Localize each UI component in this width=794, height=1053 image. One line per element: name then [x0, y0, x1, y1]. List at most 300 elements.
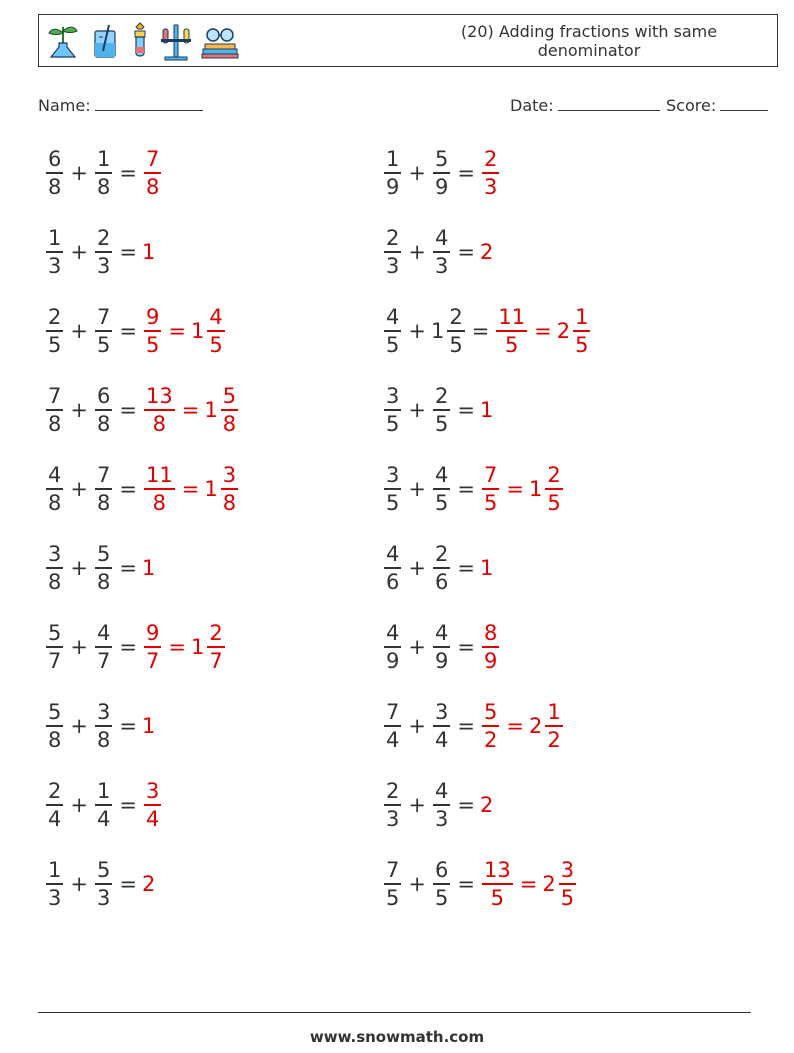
- answer-part-whole: 1: [479, 398, 494, 422]
- plus-sign: +: [70, 161, 88, 185]
- addend-b-numerator: 6: [95, 383, 112, 411]
- equals-sign: =: [119, 556, 137, 580]
- answer-part-numerator: 13: [144, 383, 175, 411]
- addend-b-number: [93, 699, 114, 753]
- answer-part-whole: 2: [556, 319, 571, 343]
- answer-part-whole: 1: [141, 714, 156, 738]
- date-label: Date:: [510, 96, 554, 115]
- addend-a-fraction: [384, 383, 401, 437]
- addend-b-fraction: [433, 699, 450, 753]
- problem-14: [382, 620, 501, 674]
- addend-a-number: [44, 304, 65, 358]
- answer-part-fraction: [482, 699, 499, 753]
- plus-sign: +: [408, 319, 426, 343]
- addend-b-numerator: 1: [95, 778, 112, 806]
- addend-a-denominator: 5: [386, 886, 400, 910]
- addend-b-numerator: 5: [95, 541, 112, 569]
- equals-sign: =: [119, 161, 137, 185]
- answer-part-whole: 1: [190, 635, 205, 659]
- title-line-2: denominator: [537, 41, 641, 60]
- answer-part-number: [480, 620, 501, 674]
- addend-b-denominator: 5: [434, 886, 449, 910]
- equals-sign: =: [457, 793, 475, 817]
- name-label: Name:: [38, 96, 91, 115]
- plus-sign: +: [70, 635, 88, 659]
- answer-part-denominator: 9: [483, 649, 498, 673]
- answer-part-numerator: 2: [545, 462, 562, 490]
- addend-b-denominator: 7: [96, 649, 111, 673]
- addend-b-fraction: [433, 541, 450, 595]
- addend-b-denominator: 8: [96, 412, 111, 436]
- addend-a-denominator: 8: [48, 570, 62, 594]
- answer-part-numerator: 8: [482, 620, 499, 648]
- problem-16: [382, 699, 565, 753]
- problem-12: [382, 541, 494, 595]
- addend-a-denominator: 8: [48, 175, 62, 199]
- score-label: Score:: [666, 96, 717, 115]
- addend-a-denominator: 6: [386, 570, 400, 594]
- addend-b-fraction: [433, 778, 450, 832]
- equals-sign: =: [119, 793, 137, 817]
- addend-b-denominator: 8: [96, 570, 111, 594]
- addend-b-number: [93, 383, 114, 437]
- addend-b-fraction: [433, 857, 450, 911]
- addend-b-denominator: 5: [434, 412, 449, 436]
- problem-1: [44, 146, 163, 200]
- plus-sign: +: [70, 793, 88, 817]
- equals-sign: =: [119, 872, 137, 896]
- addend-a-numerator: 3: [46, 541, 63, 569]
- addend-b-denominator: 3: [434, 254, 449, 278]
- addend-b-number: [93, 462, 114, 516]
- answer: [142, 383, 240, 437]
- addend-a-fraction: [46, 146, 63, 200]
- answer-part-denominator: 5: [209, 333, 223, 357]
- answer: [480, 620, 501, 674]
- addend-a-fraction: [384, 857, 401, 911]
- answer-part-whole: 1: [141, 556, 156, 580]
- problem-7: [44, 383, 240, 437]
- addend-a-number: [382, 462, 403, 516]
- equals-sign: =: [119, 398, 137, 422]
- answer-part-fraction: [144, 462, 175, 516]
- addend-b-number: [93, 146, 114, 200]
- addend-a-denominator: 5: [386, 333, 400, 357]
- answer-part-number: [142, 146, 163, 200]
- addend-a-numerator: 5: [46, 620, 63, 648]
- answer-part-number: [557, 304, 593, 358]
- answer-part-denominator: 5: [145, 333, 160, 357]
- answer: [142, 714, 156, 738]
- addend-b-fraction: [433, 146, 450, 200]
- addend-b-denominator: 5: [449, 333, 463, 357]
- answer-part-number: [480, 398, 494, 422]
- addend-a-fraction: [384, 699, 401, 753]
- addend-a-denominator: 3: [48, 886, 62, 910]
- plus-sign: +: [408, 161, 426, 185]
- addend-b-numerator: 2: [95, 225, 112, 253]
- addend-a-denominator: 8: [48, 491, 62, 515]
- plus-sign: +: [408, 793, 426, 817]
- addend-a-number: [44, 541, 65, 595]
- equals-sign: =: [119, 477, 137, 501]
- answer-part-denominator: 8: [152, 491, 167, 515]
- answer-part-denominator: 5: [575, 333, 589, 357]
- addend-b-fraction: [433, 225, 450, 279]
- answer-part-fraction: [559, 857, 576, 911]
- plus-sign: +: [408, 240, 426, 264]
- addend-b-denominator: 5: [96, 333, 111, 357]
- addend-a-number: [382, 857, 403, 911]
- answer-part-fraction: [482, 146, 499, 200]
- answer-part-number: [480, 146, 501, 200]
- addend-a-numerator: 6: [46, 146, 63, 174]
- addend-b-fraction: [433, 462, 450, 516]
- problem-20: [382, 857, 578, 911]
- answer-part-denominator: 8: [145, 175, 160, 199]
- answer: [480, 857, 578, 911]
- answer: [142, 556, 156, 580]
- problem-11: [44, 541, 156, 595]
- addend-a-numerator: 4: [46, 462, 63, 490]
- answer-part-fraction: [144, 304, 161, 358]
- addend-a-numerator: 2: [384, 778, 401, 806]
- addend-b-number: [431, 857, 452, 911]
- equals-sign: =: [457, 714, 475, 738]
- addend-a-number: [382, 620, 403, 674]
- addend-b-number: [93, 857, 114, 911]
- addend-b-fraction: [95, 304, 112, 358]
- addend-a-denominator: 9: [386, 175, 400, 199]
- answer-part-number: [480, 793, 494, 817]
- addend-a-number: [382, 778, 403, 832]
- plus-sign: +: [408, 556, 426, 580]
- answer-part-fraction: [482, 620, 499, 674]
- answer-part-numerator: 1: [545, 699, 562, 727]
- addend-a-fraction: [384, 225, 401, 279]
- addend-a-numerator: 3: [384, 383, 401, 411]
- answer-part-denominator: 2: [483, 728, 498, 752]
- answer: [142, 146, 163, 200]
- addend-a-fraction: [46, 383, 63, 437]
- answer-part-number: [480, 699, 501, 753]
- answer-part-numerator: 5: [221, 383, 238, 411]
- addend-b-denominator: 8: [96, 175, 111, 199]
- plus-sign: +: [408, 714, 426, 738]
- answer-part-numerator: 3: [559, 857, 576, 885]
- answer-part-fraction: [144, 383, 175, 437]
- addend-a-number: [382, 699, 403, 753]
- addend-a-denominator: 7: [48, 649, 62, 673]
- addend-a-denominator: 4: [48, 807, 62, 831]
- answer-part-denominator: 8: [222, 491, 237, 515]
- answer-part-denominator: 8: [152, 412, 167, 436]
- answer: [480, 462, 565, 516]
- answer-part-number: [142, 872, 156, 896]
- answer-part-number: [191, 620, 227, 674]
- addend-a-numerator: 7: [384, 699, 401, 727]
- answer: [480, 699, 565, 753]
- equals-sign: =: [471, 319, 490, 343]
- equals-sign: =: [457, 161, 475, 185]
- answer-equals-sign: =: [181, 477, 200, 501]
- equals-sign: =: [457, 477, 475, 501]
- answer-part-numerator: 7: [482, 462, 499, 490]
- answer: [494, 304, 592, 358]
- equals-sign: =: [119, 319, 137, 343]
- addend-b-number: [93, 778, 114, 832]
- problem-19: [44, 857, 156, 911]
- problem-13: [44, 620, 227, 674]
- addend-a-number: [44, 462, 65, 516]
- addend-b-fraction: [433, 620, 450, 674]
- addend-a-fraction: [46, 699, 63, 753]
- addend-b-denominator: 3: [96, 886, 111, 910]
- answer: [480, 793, 494, 817]
- equals-sign: =: [119, 714, 137, 738]
- answer-equals-sign: =: [506, 714, 524, 738]
- problem-5: [44, 304, 227, 358]
- problem-8: [382, 383, 494, 437]
- addend-a-number: [44, 857, 65, 911]
- answer-part-whole: 1: [204, 477, 218, 501]
- addend-b-number: [431, 225, 452, 279]
- addend-a-denominator: 3: [48, 254, 62, 278]
- answer-part-denominator: 5: [560, 886, 575, 910]
- answer-part-number: [142, 383, 177, 437]
- addend-b-fraction: [95, 620, 112, 674]
- answer-part-fraction: [573, 304, 590, 358]
- addend-b-denominator: 9: [434, 175, 449, 199]
- addend-a-denominator: 5: [386, 412, 400, 436]
- answer-part-numerator: 13: [482, 857, 513, 885]
- answer-part-denominator: 7: [209, 649, 223, 673]
- addend-a-fraction: [384, 541, 401, 595]
- addend-b-numerator: 2: [433, 541, 450, 569]
- addend-a-numerator: 7: [384, 857, 401, 885]
- addend-b-number: [431, 462, 452, 516]
- answer-part-numerator: 9: [144, 304, 161, 332]
- answer-equals-sign: =: [168, 319, 186, 343]
- problem-17: [44, 778, 163, 832]
- addend-b-number: [431, 620, 452, 674]
- addend-b-fraction: [95, 383, 112, 437]
- answer-equals-sign: =: [181, 398, 200, 422]
- plus-sign: +: [70, 556, 88, 580]
- plus-sign: +: [70, 714, 88, 738]
- addend-b-numerator: 4: [95, 620, 112, 648]
- addend-a-numerator: 5: [46, 699, 63, 727]
- equals-sign: =: [457, 398, 475, 422]
- answer-part-whole: 2: [141, 872, 156, 896]
- answer: [142, 620, 227, 674]
- footer-divider: [38, 1012, 751, 1013]
- addend-a-numerator: 4: [384, 620, 401, 648]
- answer-part-denominator: 5: [505, 333, 519, 357]
- footer-url: www.snowmath.com: [309, 1028, 485, 1046]
- addend-a-denominator: 3: [386, 807, 400, 831]
- addend-a-denominator: 3: [386, 254, 400, 278]
- answer-part-fraction: [496, 304, 527, 358]
- addend-a-numerator: 2: [46, 304, 63, 332]
- equals-sign: =: [457, 240, 475, 264]
- addend-a-number: [382, 383, 403, 437]
- plus-sign: +: [70, 398, 88, 422]
- answer-part-whole: 2: [479, 793, 494, 817]
- addend-b-numerator: 5: [433, 146, 450, 174]
- addend-a-number: [44, 225, 65, 279]
- answer-part-number: [480, 462, 501, 516]
- problem-9: [44, 462, 240, 516]
- equals-sign: =: [457, 635, 475, 659]
- answer-equals-sign: =: [506, 477, 524, 501]
- addend-b-numerator: 4: [433, 778, 450, 806]
- addend-a-fraction: [46, 304, 63, 358]
- answer-part-whole: 1: [528, 477, 543, 501]
- answer-part-whole: 2: [528, 714, 543, 738]
- answer-part-number: [480, 556, 494, 580]
- answer-part-whole: 2: [542, 872, 556, 896]
- answer-part-numerator: 2: [482, 146, 499, 174]
- addend-a-fraction: [46, 462, 63, 516]
- addend-a-numerator: 3: [384, 462, 401, 490]
- addend-b-number: [93, 304, 114, 358]
- answer-part-numerator: 3: [144, 778, 161, 806]
- answer-part-whole: 1: [141, 240, 156, 264]
- plus-sign: +: [70, 477, 88, 501]
- addend-b-numerator: 4: [433, 620, 450, 648]
- addend-b-numerator: 7: [95, 462, 112, 490]
- addend-a-fraction: [46, 541, 63, 595]
- addend-a-denominator: 5: [386, 491, 400, 515]
- addend-a-number: [44, 383, 65, 437]
- answer-part-fraction: [221, 383, 238, 437]
- addend-b-numerator: 3: [433, 699, 450, 727]
- title-line-1: (20) Adding fractions with same: [460, 22, 718, 41]
- addend-b-numerator: 1: [95, 146, 112, 174]
- equals-sign: =: [119, 635, 137, 659]
- answer-equals-sign: =: [519, 872, 538, 896]
- answer-part-denominator: 3: [483, 175, 498, 199]
- addend-b-denominator: 4: [434, 728, 449, 752]
- addend-a-denominator: 8: [48, 412, 62, 436]
- addend-b-fraction: [95, 462, 112, 516]
- answer-part-numerator: 5: [482, 699, 499, 727]
- addend-b-fraction: [95, 541, 112, 595]
- addend-b-fraction: [95, 778, 112, 832]
- answer: [142, 462, 240, 516]
- answer-part-denominator: 8: [222, 412, 237, 436]
- answer-part-denominator: 4: [145, 807, 160, 831]
- addend-b-fraction: [95, 699, 112, 753]
- addend-b-number: [93, 541, 114, 595]
- answer-part-numerator: 7: [144, 146, 161, 174]
- addend-a-fraction: [46, 778, 63, 832]
- answer-part-number: [142, 714, 156, 738]
- answer-part-fraction: [545, 462, 562, 516]
- answer-equals-sign: =: [168, 635, 186, 659]
- addend-a-number: [382, 146, 403, 200]
- addend-b-number: [431, 699, 452, 753]
- addend-b-denominator: 8: [96, 728, 111, 752]
- addend-a-numerator: 4: [384, 541, 401, 569]
- addend-b-number: [431, 304, 467, 358]
- plus-sign: +: [70, 872, 88, 896]
- addend-b-numerator: 3: [95, 699, 112, 727]
- addend-b-denominator: 6: [434, 570, 449, 594]
- addend-a-number: [44, 620, 65, 674]
- answer: [142, 304, 227, 358]
- answer-part-numerator: 3: [221, 462, 238, 490]
- answer: [142, 778, 163, 832]
- answer-part-number: [142, 240, 156, 264]
- answer-part-number: [529, 699, 565, 753]
- answer-part-number: [542, 857, 578, 911]
- addend-b-fraction: [447, 304, 464, 358]
- addend-a-fraction: [384, 146, 401, 200]
- addend-a-fraction: [384, 462, 401, 516]
- addend-a-number: [382, 304, 403, 358]
- addend-a-fraction: [384, 304, 401, 358]
- addend-b-denominator: 3: [434, 807, 449, 831]
- answer-part-numerator: 1: [573, 304, 590, 332]
- plus-sign: +: [408, 477, 426, 501]
- answer-part-numerator: 4: [207, 304, 224, 332]
- answer-part-number: [494, 304, 529, 358]
- answer-part-denominator: 7: [145, 649, 160, 673]
- addend-a-numerator: 1: [46, 857, 63, 885]
- answer-part-fraction: [207, 620, 224, 674]
- addend-b-denominator: 8: [96, 491, 111, 515]
- answer-part-fraction: [144, 620, 161, 674]
- problem-4: [382, 225, 494, 279]
- addend-b-fraction: [95, 225, 112, 279]
- addend-a-numerator: 2: [46, 778, 63, 806]
- addend-b-number: [93, 225, 114, 279]
- addend-b-denominator: 4: [96, 807, 111, 831]
- problem-6: [382, 304, 592, 358]
- addend-a-fraction: [46, 225, 63, 279]
- answer-part-fraction: [144, 146, 161, 200]
- answer-part-number: [142, 778, 163, 832]
- answer-part-number: [204, 383, 240, 437]
- addend-b-number: [431, 146, 452, 200]
- addend-b-number: [93, 620, 114, 674]
- answer-part-number: [529, 462, 565, 516]
- answer-part-number: [480, 240, 494, 264]
- addend-b-number: [431, 541, 452, 595]
- addend-b-number: [431, 383, 452, 437]
- plus-sign: +: [70, 319, 88, 343]
- addend-b-denominator: 5: [434, 491, 449, 515]
- answer-part-fraction: [144, 778, 161, 832]
- answer: [142, 872, 156, 896]
- answer-part-numerator: 11: [496, 304, 527, 332]
- plus-sign: +: [408, 398, 426, 422]
- addend-a-numerator: 7: [46, 383, 63, 411]
- addend-a-numerator: 2: [384, 225, 401, 253]
- addend-b-numerator: 2: [433, 383, 450, 411]
- plus-sign: +: [408, 872, 426, 896]
- addend-a-number: [44, 699, 65, 753]
- problem-15: [44, 699, 156, 753]
- addend-a-denominator: 5: [48, 333, 62, 357]
- plus-sign: +: [70, 240, 88, 264]
- answer-part-whole: 2: [479, 240, 494, 264]
- answer-part-fraction: [482, 857, 513, 911]
- equals-sign: =: [457, 872, 475, 896]
- answer: [480, 556, 494, 580]
